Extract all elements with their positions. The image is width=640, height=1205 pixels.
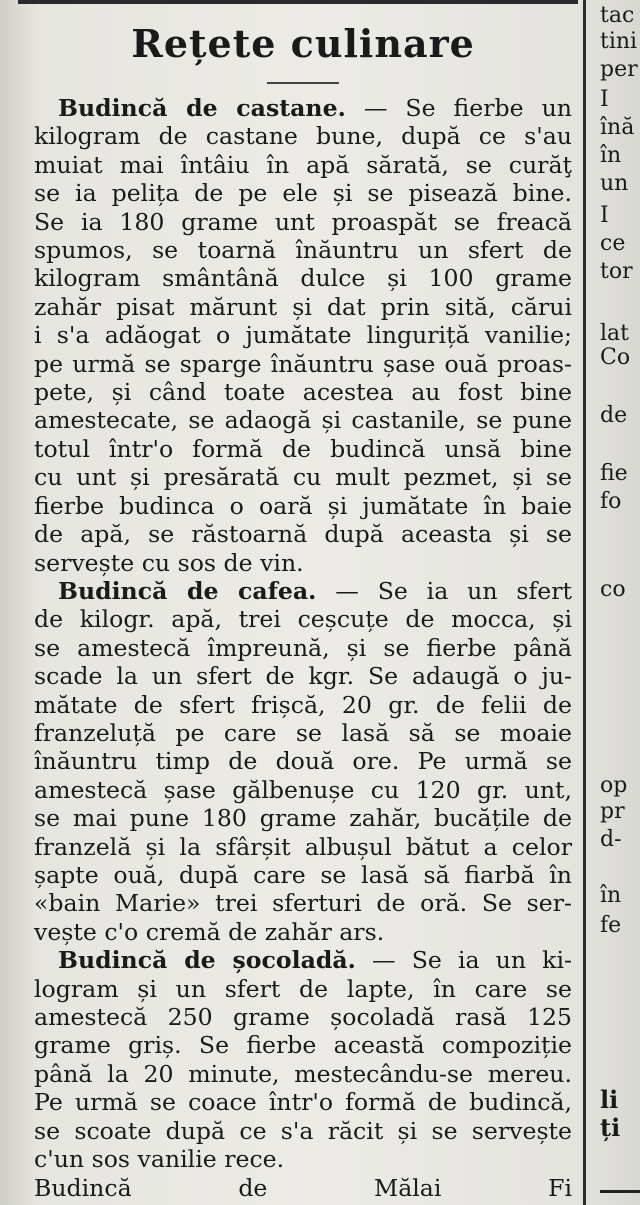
side-fragment: tor bbox=[600, 259, 633, 284]
side-fragment: d- bbox=[600, 827, 622, 852]
side-fragment: înă bbox=[600, 115, 635, 140]
text-line bbox=[34, 350, 572, 378]
line-text: kilogram de castane bune, după ce s'au bbox=[34, 122, 572, 151]
side-fragment: per bbox=[600, 57, 638, 82]
side-fragment: ți bbox=[600, 1113, 621, 1142]
text-line bbox=[34, 264, 572, 292]
line-text: șapte ouă, după care se lasă să fiarbă în bbox=[34, 860, 572, 889]
adjacent-column-fragments bbox=[596, 0, 640, 1205]
line-text: scade la un sfert de kgr. Se adaugă o ju- bbox=[34, 662, 572, 691]
line-text: zahăr pisat mărunt și dat prin sită, cărui bbox=[34, 292, 572, 321]
side-fragment: fie bbox=[600, 461, 628, 486]
article-title: Rețete culinare bbox=[131, 21, 475, 66]
line-text: Se ia 180 grame unt proaspăt se freacă bbox=[34, 207, 572, 236]
side-fragment: de bbox=[600, 403, 628, 428]
text-line bbox=[34, 151, 572, 179]
side-fragment: pr bbox=[600, 799, 625, 824]
line-text: — Se fierbe un bbox=[345, 94, 572, 122]
line-text: «bain Marie» trei sferturi de oră. Se ser- bbox=[34, 889, 572, 918]
title-rule bbox=[267, 82, 339, 84]
text-line bbox=[34, 1117, 572, 1145]
line-text: de kilogr. apă, trei ceșcuțe de mocca, și bbox=[34, 605, 572, 634]
side-fragment: în bbox=[600, 883, 622, 908]
line-text: muiat mai întâiu în apă sărată, se curăţ bbox=[34, 150, 572, 179]
cut-off-text: Budincă de Mălai Fi bbox=[34, 1174, 572, 1202]
side-fragment: co bbox=[600, 577, 626, 602]
line-text: amestecate, se adaogă și castanile, se pune bbox=[34, 406, 572, 435]
text-line bbox=[34, 549, 572, 577]
text-line bbox=[34, 435, 572, 463]
side-fragment: tini bbox=[600, 29, 638, 54]
line-text: mătate de sfert frișcă, 20 gr. de felii de bbox=[34, 690, 572, 719]
side-fragment: I bbox=[600, 203, 609, 228]
side-fragment: lat bbox=[600, 321, 629, 346]
recipe-heading: Budincă de castane. bbox=[58, 94, 346, 122]
text-line bbox=[34, 179, 572, 207]
text-line bbox=[34, 463, 572, 491]
text-line bbox=[34, 833, 572, 861]
line-text: kilogram smântână dulce și 100 grame bbox=[34, 264, 572, 293]
line-text: se amestecă împreună, și se fierbe până bbox=[34, 633, 572, 662]
side-fragment: fo bbox=[600, 489, 622, 514]
line-text: înăuntru timp de două ore. Pe urmă se bbox=[34, 747, 572, 776]
text-line bbox=[34, 321, 572, 349]
line-text: servește cu sos de vin. bbox=[34, 548, 304, 577]
line-text: vește c'o cremă de zahăr ars. bbox=[34, 917, 385, 946]
line-text: de apă, se răstoarnă după aceasta și se bbox=[34, 520, 572, 549]
text-line bbox=[34, 1060, 572, 1088]
line-text: amestecă 250 grame șocoladă rasă 125 bbox=[34, 1003, 572, 1031]
text-line bbox=[34, 776, 572, 804]
line-text: pete, și când toate acestea au fost bine bbox=[34, 378, 572, 407]
side-fragment: fe bbox=[600, 913, 622, 938]
text-line bbox=[34, 208, 572, 236]
line-text: — Se ia un ki- bbox=[355, 946, 573, 975]
text-line bbox=[34, 293, 572, 321]
line-text: — Se ia un sfert bbox=[316, 576, 572, 605]
article-body bbox=[34, 94, 572, 1173]
side-fragment: în bbox=[600, 143, 622, 168]
column-divider bbox=[583, 0, 586, 1205]
text-line bbox=[34, 634, 572, 662]
text-line bbox=[34, 605, 572, 633]
article-column bbox=[34, 8, 572, 1173]
side-fragment: tac bbox=[600, 3, 635, 28]
line-text: Pe urmă se coace într'o formă de budincă, bbox=[34, 1088, 572, 1117]
line-text: amestecă șase gălbenușe cu 120 gr. unt, bbox=[34, 775, 572, 804]
line-text: franzelă și la sfârșit albușul bătut a celor bbox=[34, 832, 572, 861]
text-line bbox=[34, 520, 572, 548]
text-line bbox=[34, 406, 572, 434]
text-line bbox=[34, 1003, 572, 1031]
text-line bbox=[34, 236, 572, 264]
text-line bbox=[34, 747, 572, 775]
text-line bbox=[34, 861, 572, 889]
line-text: se scoate după ce s'a răcit și se servește bbox=[34, 1116, 572, 1145]
line-text: c'un sos vanilie rece. bbox=[34, 1145, 285, 1174]
text-line bbox=[34, 378, 572, 406]
text-line bbox=[34, 122, 572, 150]
text-line bbox=[34, 918, 572, 946]
line-text: fierbe budinca o oară și jumătate în baie bbox=[34, 491, 572, 520]
side-fragment: I bbox=[600, 87, 609, 112]
text-line bbox=[34, 1145, 572, 1173]
line-text: spumos, se toarnă înăuntru un sfert de bbox=[34, 236, 572, 265]
line-text: i s'a adăogat o jumătate linguriță vanilie; bbox=[34, 321, 572, 350]
text-line bbox=[34, 691, 572, 719]
side-fragment: op bbox=[600, 773, 628, 798]
recipe-heading: Budincă de șocoladă. bbox=[58, 946, 356, 975]
recipe-heading-line bbox=[34, 577, 572, 605]
text-line bbox=[34, 975, 572, 1003]
line-text: totul într'o formă de budincă unsă bine bbox=[34, 434, 572, 463]
text-line bbox=[34, 492, 572, 520]
line-text: cu unt și presărată cu mult pezmet, și se bbox=[34, 463, 572, 492]
line-text: până la 20 minute, mestecându-se mereu. bbox=[34, 1059, 572, 1088]
cut-off-line bbox=[34, 1174, 572, 1202]
text-line bbox=[34, 804, 572, 832]
text-line bbox=[34, 1088, 572, 1116]
line-text: logram și un sfert de lapte, în care se bbox=[34, 974, 572, 1003]
side-rule bbox=[600, 1190, 640, 1193]
text-line bbox=[34, 662, 572, 690]
side-fragment: li bbox=[600, 1085, 619, 1114]
line-text: grame griș. Se fierbe această compoziție bbox=[34, 1031, 572, 1060]
line-text: franzeluță pe care se lasă să se moaie bbox=[34, 718, 572, 747]
line-text: pe urmă se sparge înăuntru șase ouă proas- bbox=[34, 349, 572, 378]
text-line bbox=[34, 719, 572, 747]
side-fragment: Co bbox=[600, 345, 631, 370]
side-fragment: un bbox=[600, 171, 629, 196]
recipe-heading-line bbox=[34, 946, 572, 974]
line-text: se mai pune 180 grame zahăr, bucățile de bbox=[34, 804, 572, 833]
recipe-heading-line bbox=[34, 94, 572, 122]
text-line bbox=[34, 889, 572, 917]
side-fragment: ce bbox=[600, 231, 626, 256]
line-text: se ia pelița de pe ele și se pisează bine. bbox=[34, 179, 572, 208]
text-line bbox=[34, 1031, 572, 1059]
recipe-heading: Budincă de cafea. bbox=[58, 576, 317, 605]
top-rule bbox=[18, 0, 578, 4]
